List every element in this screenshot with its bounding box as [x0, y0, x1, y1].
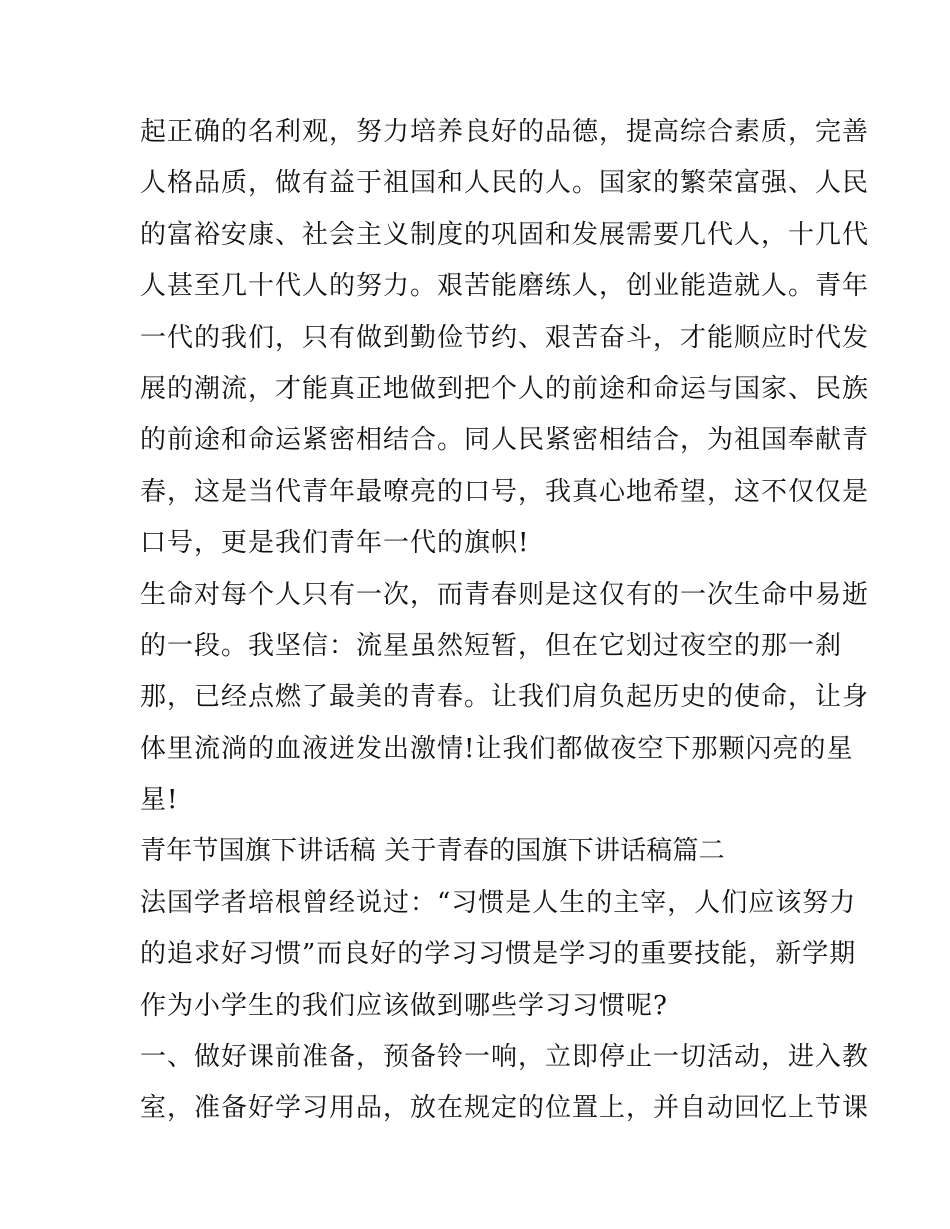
section-heading: 青年节国旗下讲话稿 关于青春的国旗下讲话稿篇二 — [140, 836, 725, 867]
text-line: 星! — [140, 785, 179, 816]
text-line: 一代的我们，只有做到勤俭节约、艰苦奋斗，才能顺应时代发 — [140, 322, 870, 353]
text-line: 体里流淌的血液迸发出激情!让我们都做夜空下那颗闪亮的星 — [140, 733, 854, 764]
text-line: 人格品质，做有益于祖国和人民的人。国家的繁荣富强、人民 — [140, 168, 870, 199]
text-line: 的前途和命运紧密相结合。同人民紧密相结合，为祖国奉献青 — [140, 425, 870, 456]
text-line: 的追求好习惯”而良好的学习习惯是学习的重要技能，新学期 — [140, 939, 857, 970]
text-line: 的富裕安康、社会主义制度的巩固和发展需要几代人，十几代 — [140, 219, 870, 250]
text-line: 的一段。我坚信：流星虽然短暂，但在它划过夜空的那一刹 — [140, 630, 843, 661]
text-line: 一、做好课前准备，预备铃一响，立即停止一切活动，进入教 — [140, 1042, 870, 1073]
text-line: 作为小学生的我们应该做到哪些学习习惯呢? — [140, 990, 668, 1021]
text-line: 那，已经点燃了最美的青春。让我们肩负起历史的使命，让身 — [140, 682, 870, 713]
text-line: 生命对每个人只有一次，而青春则是这仅有的一次生命中易逝 — [140, 579, 870, 610]
text-line: 起正确的名利观，努力培养良好的品德，提高综合素质，完善 — [140, 117, 870, 147]
text-line: 法国学者培根曾经说过：“习惯是人生的主宰，人们应该努力 — [140, 887, 857, 918]
text-line: 人甚至几十代人的努力。艰苦能磨练人，创业能造就人。青年 — [140, 271, 870, 302]
text-line: 展的潮流，才能真正地做到把个人的前途和命运与国家、民族 — [140, 373, 870, 404]
document-body — [140, 107, 870, 1135]
text-line: 口号，更是我们青年一代的旗帜! — [140, 528, 530, 559]
text-line: 室，准备好学习用品，放在规定的位置上，并自动回忆上节课 — [140, 1093, 870, 1124]
text-line: 春，这是当代青年最嘹亮的口号，我真心地希望，这不仅仅是 — [140, 476, 870, 507]
